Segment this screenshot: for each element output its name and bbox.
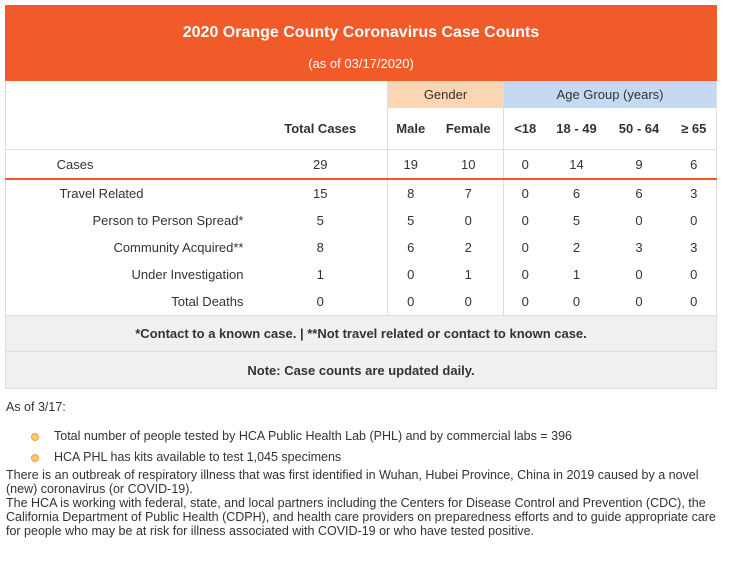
cell-age-under-18: 0	[504, 150, 547, 180]
cell-age-18-49: 0	[572, 294, 581, 309]
cell-male: 5	[388, 207, 434, 234]
row-label: Cases	[6, 150, 254, 180]
column-header-row	[6, 108, 717, 150]
group-spacer	[6, 81, 254, 109]
table-row	[6, 150, 717, 180]
cell-total: 8	[316, 240, 324, 255]
testing-bullet-list	[6, 426, 716, 468]
header-age-under-18: <18	[504, 108, 547, 150]
cell-female: 0	[464, 294, 472, 309]
outbreak-paragraph: There is an outbreak of respiratory illness that was first identified in Wuhan, Hubei Province, China in 2019 caused by a novel (new) coronavirus (or COVID-19).	[6, 468, 699, 496]
cell-female: 1	[464, 267, 472, 282]
table-row	[6, 234, 717, 261]
row-label: Community Acquired**	[6, 234, 254, 261]
list-item	[6, 426, 716, 447]
table-row	[6, 288, 717, 316]
cell-age-under-18: 0	[504, 234, 547, 261]
footnote-row	[6, 316, 717, 352]
cell-male: 8	[388, 179, 434, 207]
table-title-row	[6, 6, 717, 81]
cell-total: 15	[313, 186, 328, 201]
cell-age-65-plus: 6	[672, 150, 717, 180]
header-spacer	[6, 108, 254, 150]
header-total-cases: Total Cases	[254, 108, 388, 150]
table-row	[6, 179, 717, 207]
cell-age-50-64: 0	[635, 294, 643, 309]
header-age-65-plus: ≥ 65	[672, 108, 717, 150]
cell-age-18-49: 2	[572, 240, 581, 255]
table-title-cell	[6, 6, 717, 81]
cell-age-50-64: 6	[635, 186, 643, 201]
hca-paragraph: The HCA is working with federal, state, and local partners including the Centers for Disease Control and Prevention (CDC), the California Department of Public Health (CDPH), and health care providers on preparedness efforts and to guide appropriate care for people who may be at risk for illness associated with COVID-19 or who have tested positive.	[6, 496, 716, 538]
header-age-50-64: 50 - 64	[607, 108, 672, 150]
header-age-18-49: 18 - 49	[547, 108, 607, 150]
cell-female: 2	[464, 240, 472, 255]
cell-total: 5	[316, 213, 324, 228]
group-gender-header: Gender	[388, 81, 504, 109]
cell-total: 0	[316, 294, 324, 309]
cell-age-65-plus: 0	[672, 261, 717, 288]
note-text: Note: Case counts are updated daily.	[6, 352, 717, 389]
cell-female: 0	[464, 213, 472, 228]
row-label: Person to Person Spread*	[6, 207, 254, 234]
cell-age-65-plus: 3	[672, 179, 717, 207]
case-counts-container	[5, 5, 716, 389]
cell-age-under-18: 0	[504, 179, 547, 207]
row-label: Under Investigation	[6, 261, 254, 288]
group-header-row	[6, 81, 717, 109]
cell-age-under-18: 0	[504, 288, 547, 316]
cell-age-under-18: 0	[504, 207, 547, 234]
cell-female: 10	[434, 150, 504, 180]
cell-male: 19	[388, 150, 434, 180]
cell-male: 0	[388, 288, 434, 316]
cell-age-18-49: 1	[572, 267, 581, 282]
row-label: Total Deaths	[6, 288, 254, 316]
cell-female: 7	[464, 186, 472, 201]
cell-age-65-plus: 3	[672, 234, 717, 261]
case-counts-table	[5, 5, 717, 389]
list-item	[6, 447, 716, 468]
header-male: Male	[388, 108, 434, 150]
table-row	[6, 207, 717, 234]
bullet-icon	[31, 433, 39, 441]
header-female: Female	[434, 108, 504, 150]
group-spacer-total	[254, 81, 388, 109]
cell-age-18-49: 14	[547, 150, 607, 180]
cell-age-under-18: 0	[504, 261, 547, 288]
cell-age-50-64: 3	[635, 240, 643, 255]
table-row	[6, 261, 717, 288]
cell-age-50-64: 9	[607, 150, 672, 180]
cell-total: 1	[316, 267, 324, 282]
group-age-header: Age Group (years)	[504, 81, 717, 109]
cell-male: 0	[388, 261, 434, 288]
bullet-text: Total number of people tested by HCA Public Health Lab (PHL) and by commercial labs = 396	[54, 429, 572, 443]
cell-total: 29	[254, 150, 388, 180]
table-subtitle: (as of 03/17/2020)	[308, 55, 414, 71]
cell-age-18-49: 6	[572, 186, 581, 201]
cell-age-65-plus: 0	[672, 207, 717, 234]
cell-age-65-plus: 0	[672, 288, 717, 316]
status-details	[6, 400, 716, 538]
bullet-text: HCA PHL has kits available to test 1,045 specimens	[54, 450, 342, 464]
cell-age-50-64: 0	[635, 267, 643, 282]
bullet-icon	[31, 454, 39, 462]
note-row	[6, 352, 717, 389]
row-label: Travel Related	[6, 179, 254, 207]
cell-age-50-64: 0	[635, 213, 643, 228]
footnote-text: *Contact to a known case. | **Not travel related or contact to known case.	[6, 316, 717, 352]
cell-age-18-49: 5	[572, 213, 581, 228]
table-title: 2020 Orange County Coronavirus Case Counts	[182, 23, 540, 41]
as-of-label: As of 3/17:	[6, 400, 66, 414]
cell-male: 6	[388, 234, 434, 261]
